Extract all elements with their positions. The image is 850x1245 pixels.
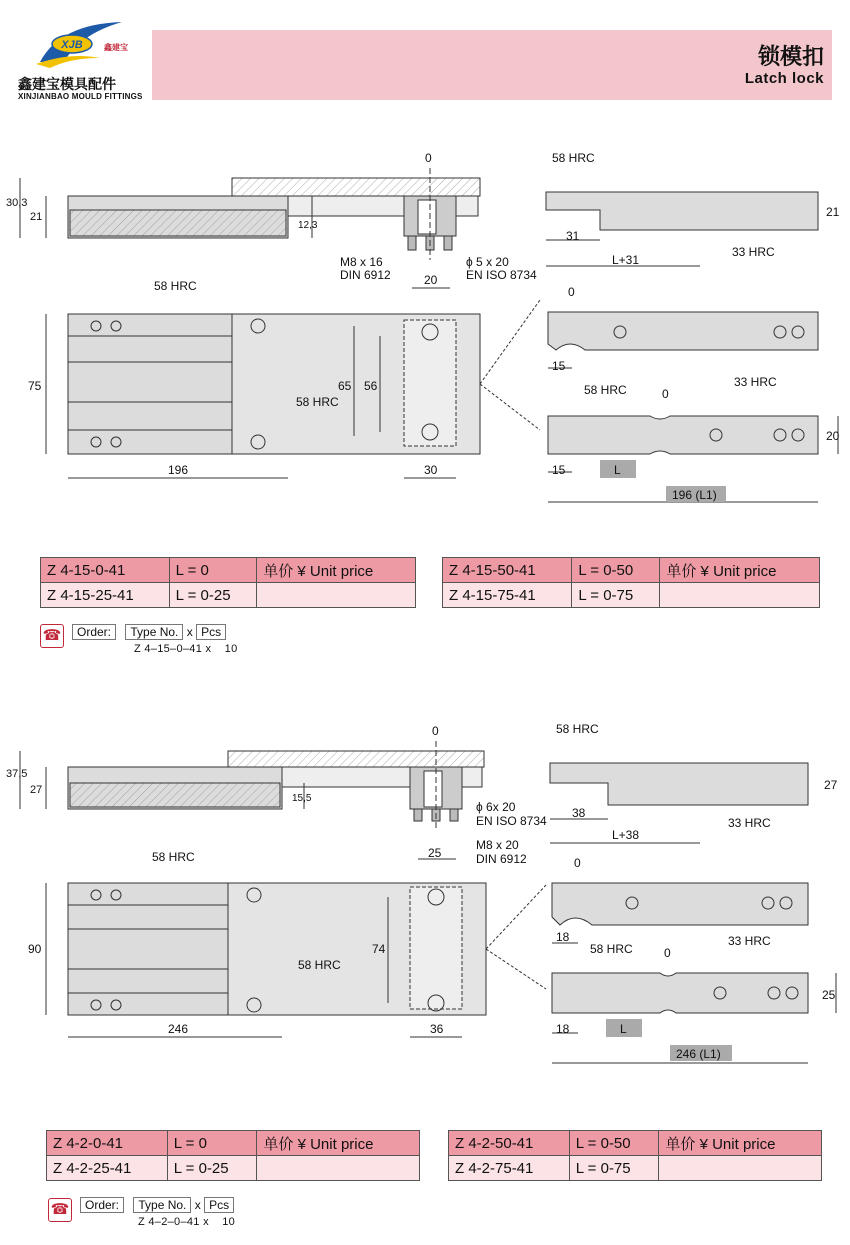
type-no: Z 4-2-0-41 <box>47 1131 168 1156</box>
dim-side-L: L+38 <box>612 828 640 842</box>
type-no: Z 4-15-25-41 <box>41 583 170 608</box>
dim-pin: ϕ 6x 20 <box>476 800 516 814</box>
side-view <box>550 763 808 805</box>
price-table-2-right <box>448 1130 822 1181</box>
dim-h-plate: 21 <box>30 211 43 223</box>
leader-b <box>480 384 540 430</box>
length: L = 0 <box>167 1131 257 1156</box>
leader-b <box>486 949 546 989</box>
unit-price: 单价 ¥ Unit price <box>257 1131 420 1156</box>
dim-side-hrc-b: 33 HRC <box>732 245 775 259</box>
logo-swoosh-icon <box>30 14 130 72</box>
dim-p1-zero: 0 <box>574 856 581 870</box>
unit-price: 单价 ¥ Unit price <box>659 1131 822 1156</box>
dim-side-31: 31 <box>566 229 580 243</box>
pin-right <box>444 236 452 250</box>
order-example-2 <box>138 1216 235 1228</box>
dim-h-plate: 27 <box>30 784 43 796</box>
type-no: Z 4-2-75-41 <box>449 1156 570 1181</box>
logo-tag: 鑫建宝 <box>104 43 128 52</box>
unit-price <box>660 583 820 608</box>
phone-icon: ☎ <box>40 624 64 648</box>
type-no: Z 4-2-25-41 <box>47 1156 168 1181</box>
dim-p2-hrc-b: 33 HRC <box>728 934 771 948</box>
dim-p2-L: L <box>614 463 621 477</box>
dim-side-hrc-b: 33 HRC <box>728 816 771 830</box>
order-qty: 10 <box>224 643 238 655</box>
dim-p2-hrc-a: 58 HRC <box>584 383 627 397</box>
dim-w-top: 20 <box>424 273 438 287</box>
order-line-1 <box>72 624 226 640</box>
order-label: Order: <box>72 624 116 640</box>
dim-h-slot: 56 <box>364 379 378 393</box>
unit-price <box>257 583 416 608</box>
side-view <box>546 192 818 230</box>
unit-price: 单价 ¥ Unit price <box>257 558 416 583</box>
dim-pin-std: EN ISO 8734 <box>476 814 547 828</box>
dim-p2-15: 15 <box>552 463 566 477</box>
type-no: Z 4-15-0-41 <box>41 558 170 583</box>
slot <box>404 320 456 446</box>
length: L = 0-50 <box>569 1131 659 1156</box>
dim-p1-zero: 0 <box>568 285 575 299</box>
dim-pin-std: EN ISO 8734 <box>466 268 537 282</box>
dim-side-h: 21 <box>826 205 840 219</box>
order-example: Z 4–15–0–41 x <box>134 643 212 655</box>
unit-price <box>257 1156 420 1181</box>
header-band <box>152 30 832 100</box>
order-line-2 <box>80 1197 234 1213</box>
base-hatch <box>70 210 286 236</box>
page-title-en: Latch lock <box>744 70 824 87</box>
unit-price: 单价 ¥ Unit price <box>660 558 820 583</box>
leader-a <box>480 300 540 384</box>
leader-a <box>486 885 546 949</box>
dim-h-total: 30,3 <box>6 197 28 209</box>
dim-p2-h: 25 <box>822 988 836 1002</box>
dim-side-hrc-a: 58 HRC <box>552 151 595 165</box>
phone-icon: ☎ <box>48 1198 72 1222</box>
dim-hrc-2: 58 HRC <box>296 395 339 409</box>
dim-hrc: 58 HRC <box>154 279 197 293</box>
price-table-1-left <box>40 557 416 608</box>
top-plate <box>228 751 484 767</box>
dim-h-body: 75 <box>28 379 42 393</box>
order-x: x <box>194 1198 201 1212</box>
dim-zero: 0 <box>425 151 432 165</box>
order-example: Z 4–2–0–41 x <box>138 1216 209 1228</box>
dim-p1-15: 15 <box>552 359 566 373</box>
top-plate <box>232 178 480 196</box>
order-label: Order: <box>80 1197 124 1213</box>
block-window <box>424 771 442 807</box>
type-no: Z 4-2-50-41 <box>449 1131 570 1156</box>
dim-p2-18: 18 <box>556 1022 570 1036</box>
pin-left <box>414 809 422 821</box>
dim-screw-std: DIN 6912 <box>340 268 391 282</box>
order-x: x <box>186 625 193 639</box>
length: L = 0 <box>169 558 257 583</box>
dim-screw: M8 x 16 <box>340 255 383 269</box>
dim-p2-L1: 196 (L1) <box>672 488 717 502</box>
brand-name-cn: 鑫建宝模具配件 <box>18 77 116 93</box>
dim-h-total: 37,5 <box>6 768 28 780</box>
dim-h-slot: 74 <box>372 942 386 956</box>
order-type: Type No. <box>133 1197 191 1213</box>
block-window <box>418 200 436 234</box>
dim-screw-std: DIN 6912 <box>476 852 527 866</box>
dim-side-38: 38 <box>572 806 586 820</box>
dim-h-mid: 65 <box>338 379 352 393</box>
dim-w-bottom: 30 <box>424 463 438 477</box>
length: L = 0-25 <box>167 1156 257 1181</box>
part-2 <box>552 973 808 1013</box>
dim-h-body: 90 <box>28 942 42 956</box>
pin-left <box>408 236 416 250</box>
order-example-1 <box>134 643 238 655</box>
brand-name-en: XINJIANBAO MOULD FITTINGS <box>18 92 143 101</box>
dim-p2-L1: 246 (L1) <box>676 1047 721 1061</box>
dim-hrc: 58 HRC <box>152 850 195 864</box>
dim-side-L: L+31 <box>612 253 640 267</box>
drawing-section-1 <box>0 140 850 520</box>
part-1 <box>552 883 808 925</box>
order-type: Type No. <box>125 624 183 640</box>
price-table-2-left <box>46 1130 420 1181</box>
dim-p1-18: 18 <box>556 930 570 944</box>
drawing-section-2 <box>0 715 850 1075</box>
pin-right <box>450 809 458 821</box>
dim-w-top: 25 <box>428 846 442 860</box>
dim-h-step: 15,5 <box>292 793 312 804</box>
dim-pin: ϕ 5 x 20 <box>466 255 509 269</box>
part-2 <box>548 416 818 454</box>
dim-w-bottom: 36 <box>430 1022 444 1036</box>
length: L = 0-25 <box>169 583 257 608</box>
type-no: Z 4-15-75-41 <box>443 583 572 608</box>
logo-mark: XJB <box>61 39 83 51</box>
dim-screw: M8 x 20 <box>476 838 519 852</box>
dim-p2-zero: 0 <box>664 946 671 960</box>
dim-p2-hrc-b: 33 HRC <box>734 375 777 389</box>
unit-price <box>659 1156 822 1181</box>
dim-side-h: 27 <box>824 778 838 792</box>
dim-side-hrc-a: 58 HRC <box>556 722 599 736</box>
length: L = 0-75 <box>569 1156 659 1181</box>
brand-logo <box>30 14 130 72</box>
base-hatch <box>70 783 280 807</box>
dim-h-step: 12,3 <box>298 220 318 231</box>
type-no: Z 4-15-50-41 <box>443 558 572 583</box>
order-qty: 10 <box>222 1216 236 1228</box>
dim-p2-L: L <box>620 1022 627 1036</box>
order-pcs: Pcs <box>196 624 226 640</box>
length: L = 0-50 <box>572 558 660 583</box>
dim-len: 246 <box>168 1022 189 1036</box>
order-pcs: Pcs <box>204 1197 234 1213</box>
dim-len: 196 <box>168 463 189 477</box>
dim-p2-hrc-a: 58 HRC <box>590 942 633 956</box>
page-title-cn: 锁模扣 <box>757 45 824 70</box>
dim-zero: 0 <box>432 724 439 738</box>
dim-p2-zero: 0 <box>662 387 669 401</box>
price-table-1-right <box>442 557 820 608</box>
part-1 <box>548 312 818 350</box>
dim-hrc-2: 58 HRC <box>298 958 341 972</box>
dim-p2-h: 20 <box>826 429 840 443</box>
length: L = 0-75 <box>572 583 660 608</box>
